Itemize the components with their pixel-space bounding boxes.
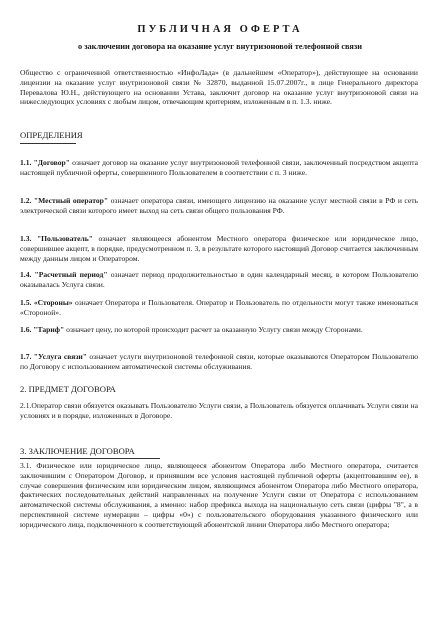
definition-number: 1.2. [20, 196, 32, 205]
definition-text: означает оператора связи, имеющего лицензию на оказание услуг местной связи в РФ и сеть электрической связи которого имеет выход на сеть связи общего пользования РФ. [20, 196, 418, 215]
definition-term: "Расчетный период" [34, 270, 108, 279]
definition-number: 1.4. [20, 270, 32, 279]
section-heading-subject: 2. ПРЕДМЕТ ДОГОВОРА [20, 384, 116, 394]
definition-term: "Услуга связи" [33, 352, 87, 361]
definition-text: означает договор на оказание услуг внутризоновой телефонной связи, заключенный посредством акцепта настоящей публичной оферты, совершенного Пользователем в соответствии с п. 3 ниже. [20, 158, 418, 177]
definition-item [20, 234, 418, 263]
definition-item [20, 325, 418, 335]
heading-underline [20, 458, 160, 459]
definition-text: означает являющееся абонентом Местного оператора физическое или юридическое лицо, совершившее акцепт, в порядке, предусмотренном п. 3, в результате которого настоящий Договор считается заключенным между данным лицом и Оператором. [20, 234, 418, 263]
definition-item [20, 352, 418, 372]
definition-term: "Пользователь" [36, 234, 93, 243]
preamble-paragraph: Общество с ограниченной ответственностью «ИнфоЛада» (в дальнейшем «Оператор»), действующее на основании лицензии на оказание услуг внутризоновой связи № 32870, выданной 15.07.2007г., в лице Генерального директора Перевалова Ю.Н., действующего на основании Устава, заключит договор на оказание услуг внутризоновой связи на нижеследующих условиях с любым лицом, отвечающим критериям, изложенным в п. 1.3. ниже. [20, 68, 418, 107]
definition-term: "Тариф" [33, 325, 65, 334]
definition-text: означает период продолжительностью в один календарный месяц, в котором Пользователю оказывалась Услуга связи. [20, 270, 419, 289]
definition-term: «Стороны» [33, 298, 73, 307]
definition-number: 1.3. [20, 234, 32, 243]
document-title: ПУБЛИЧНАЯ ОФЕРТА [137, 24, 303, 35]
heading-underline [20, 143, 76, 144]
definition-item [20, 196, 418, 216]
definition-text: означает Оператора и Пользователя. Оператор и Пользователь по отдельности могут также именоваться «Стороной». [20, 298, 418, 317]
definition-term: "Местный оператор" [33, 196, 109, 205]
definition-item [20, 158, 418, 178]
definition-number: 1.5. [20, 298, 32, 307]
section-2-paragraph: 2.1.Оператор связи обязуется оказывать Пользователю Услуги связи, а Пользователь обязуется оплачивать Услуги связи на условиях и в порядке, изложенных в Договоре. [20, 401, 418, 420]
definition-number: 1.1. [20, 158, 32, 167]
definition-term: "Договор" [33, 158, 70, 167]
definition-text: означает услуги внутризоновой телефонной связи, которые оказываются Оператором Пользователю по Договору с использованием автоматической системы обслуживания. [20, 352, 418, 371]
section-heading-definitions: ОПРЕДЕЛЕНИЯ [20, 130, 83, 140]
definition-text: означает цену, по которой происходит расчет за оказанную Услугу связи между Сторонами. [64, 325, 363, 334]
definition-item [20, 270, 418, 290]
document-subtitle: о заключении договора на оказание услуг внутризоновой телефонной связи [77, 42, 363, 51]
section-3-paragraph: 3.1. Физическое или юридическое лицо, являющееся абонентом Оператора либо Местного оператора, считается заключившим с Оператором Договор, и принявшим все условия настоящей публичной оферты (акцептовавшим ее), в случае совершения физическим или юридическим лицом, являющимся абонентом Оператора либо Местного оператора, фактических последовательных действий направленных на получение Услуги связи от Оператора с использованием автоматической системы обслуживания, а именно: набор префикса выхода на национальную сеть связи (цифры "8", а в перспективной системе нумерации – цифры «0») с пользовательского оборудования указанного физического или юридического лица, подключенного к соответствующей абонентской линии Оператора либо Местного оператора; [20, 461, 418, 529]
definition-item [20, 298, 418, 318]
definition-number: 1.6. [20, 325, 32, 334]
definition-number: 1.7. [20, 352, 32, 361]
section-heading-conclusion: 3. ЗАКЛЮЧЕНИЕ ДОГОВОРА [20, 446, 135, 456]
